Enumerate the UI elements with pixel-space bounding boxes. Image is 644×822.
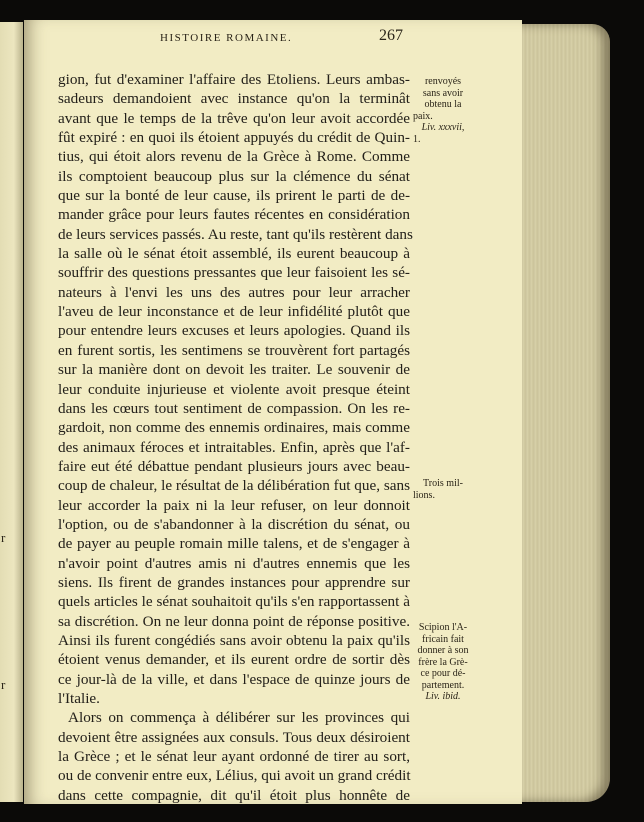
text-line: fût expiré : en quoi ils étoient appuyés du crédit de Quin- xyxy=(58,129,410,147)
text-line: pour entendre leurs excuses et leurs apologies. Quand ils xyxy=(58,322,410,340)
body-text xyxy=(58,70,413,805)
margin-note-reference: Liv. ibid. xyxy=(425,691,461,702)
margin-note-line: ce pour dé- xyxy=(420,668,466,679)
text-line: ou de convenir entre eux, Lélius, qui avoit un grand crédit xyxy=(58,767,411,785)
margin-note-trois-millions xyxy=(413,478,473,501)
text-line: Ainsi ils furent congédiés sans avoir obtenu la paix qu'ils xyxy=(58,631,410,649)
text-line: n'avoir point d'autres amis ni d'autres ennemis que les xyxy=(58,554,410,572)
margin-note-line: fricain fait xyxy=(422,633,464,645)
margin-note-line: 1. xyxy=(413,133,421,145)
text-line: sadeurs demandoient avec instance qu'on la terminât xyxy=(58,90,410,108)
text-line: nateurs à l'envi les uns des autres pour leur arracher xyxy=(58,283,410,301)
text-line: siens. Ils firent de grandes instances pour apprendre sur xyxy=(58,573,410,591)
margin-note-line: Trois mil- xyxy=(423,478,463,489)
text-line: de payer au peuple romain mille talens, et de s'engager à xyxy=(58,535,410,553)
text-line: la salle où le sénat étoit assemblé, ils eurent beaucoup à xyxy=(58,245,410,263)
text-line: souffrir des questions pressantes que leur faisoient les sé- xyxy=(58,264,410,282)
text-line: la Grèce ; et le sénat leur ayant ordonné de tirer au sort, xyxy=(58,748,410,766)
running-head: HISTOIRE ROMAINE. xyxy=(160,32,293,44)
text-line: ce jour-là de la ville, et dans l'espace de quinze jours de xyxy=(58,670,410,688)
margin-note-line: partement. xyxy=(421,679,465,691)
text-line: dans cette compagnie, dit qu'il étoit plus honnête de xyxy=(58,786,410,804)
text-line: avant que le temps de la trêve qu'on leur avoit accordée xyxy=(58,109,410,127)
text-line: devoient être assignées aux consuls. Tous deux désiroient xyxy=(58,728,410,746)
margin-note-line: Scipion l'A- xyxy=(418,622,468,633)
text-line: faire eut été débattue pendant plusieurs jours avec beau- xyxy=(58,457,410,475)
margin-note-line: renvoyés xyxy=(424,76,462,87)
facing-page-fragment: r xyxy=(1,530,6,545)
text-line: en furent sortis, les sentimens se trouvèrent fort partagés xyxy=(58,341,410,359)
facing-page-edge xyxy=(0,22,23,802)
page-header xyxy=(24,26,522,46)
text-line: Alors on commença à délibérer sur les provinces qui xyxy=(68,709,410,727)
text-line: l'Italie. xyxy=(58,690,100,707)
text-line: coup de chaleur, le résultat de la délibération fut que, sans xyxy=(58,477,410,495)
text-line: étoient venus demander, et ils eurent ordre de sortir dès xyxy=(58,651,410,669)
page-number: 267 xyxy=(379,27,403,44)
text-line: quels articles le sénat souhaitoit qu'ils s'en rapportassent à xyxy=(58,593,410,611)
text-line: gardoit, non comme des ennemis ordinaires, mais comme xyxy=(58,419,410,437)
margin-note-line: frère la Grè- xyxy=(418,656,468,668)
margin-note-line: paix. xyxy=(413,110,433,122)
text-line: ils comptoient beaucoup plus sur la clémence du sénat xyxy=(58,167,410,185)
text-line: l'aveu de leur inconstance et de leur infidélité plutôt que xyxy=(58,303,410,321)
text-line: sur la manière dont on devoit les traiter. Le souvenir de xyxy=(58,361,410,379)
facing-page-fragment: r xyxy=(1,677,6,692)
margin-note-line: obtenu la xyxy=(424,99,462,110)
margin-note-renvoyes xyxy=(413,76,473,145)
text-line: l'option, ou de s'abandonner à la discrétion du sénat, ou xyxy=(58,515,410,533)
page-edges xyxy=(514,24,610,802)
margin-note-reference: Liv. xxxvii, xyxy=(421,122,465,133)
margin-note-scipion xyxy=(413,622,473,703)
text-line: que sur la bonté de leur cause, ils prirent le parti de de- xyxy=(58,187,410,205)
text-line: de leurs services passés. Au reste, tant qu'ils restèrent dans xyxy=(58,225,413,243)
text-line: des animaux féroces et intraitables. Enfin, après que l'af- xyxy=(58,438,410,456)
text-line: leur accorder la paix ni la leur refuser, on leur donnoit xyxy=(58,496,410,514)
text-line: sa discrétion. On ne leur donna point de réponse positive. xyxy=(58,612,410,630)
text-line: mander grâce pour leurs fautes récentes en considération xyxy=(58,206,410,224)
margin-note-line: sans avoir xyxy=(422,87,464,99)
text-line: tius, qui étoit alors revenu de la Grèce à Rome. Comme xyxy=(58,148,410,166)
margin-note-line: donner à son xyxy=(417,645,469,656)
text-line: gion, fut d'examiner l'affaire des Etoliens. Leurs ambas- xyxy=(58,71,410,88)
text-line: dans les cœurs tout sentiment de compassion. On les re- xyxy=(58,399,410,417)
margin-note-line: lions. xyxy=(413,489,435,501)
text-line: leur conduite injurieuse et violente avoit presque éteint xyxy=(58,380,410,398)
